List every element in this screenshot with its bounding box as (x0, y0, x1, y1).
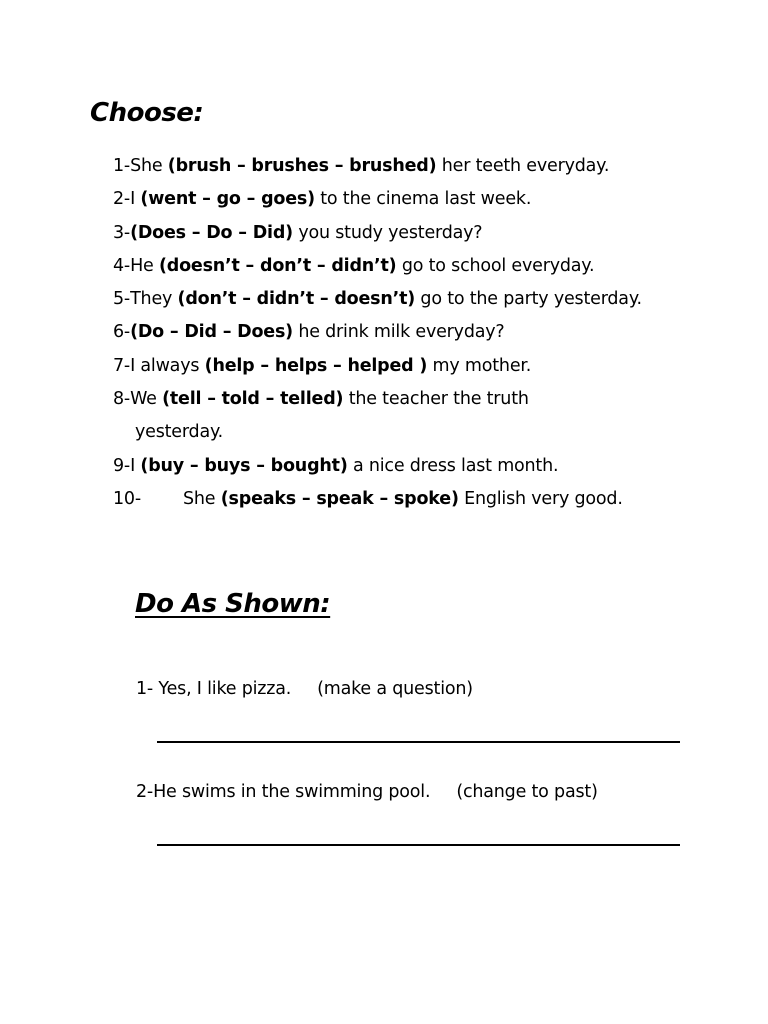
item-sentence: Yes, I like pizza. (153, 679, 292, 699)
question-text-after: to the cinema last week. (314, 189, 532, 210)
question-1 (113, 150, 733, 183)
question-text-after: the teacher the truth (343, 389, 529, 410)
question-6 (113, 316, 733, 349)
question-text-after: go to the party yesterday. (415, 289, 642, 310)
do-as-shown-heading: Do As Shown: (135, 589, 331, 619)
question-text-after: my mother. (427, 355, 532, 376)
question-options: (speaks – speak – spoke) (220, 488, 459, 509)
question-text-before: She (183, 488, 221, 509)
answer-line[interactable] (157, 844, 680, 846)
question-2 (113, 183, 733, 216)
question-options: (doesn’t – don’t – didn’t) (158, 255, 397, 276)
question-5 (113, 283, 733, 316)
question-text-after: English very good. (458, 488, 623, 509)
question-7 (113, 350, 733, 383)
choose-heading: Choose: (90, 98, 204, 128)
question-options: (brush – brushes – brushed) (167, 156, 437, 176)
question-text-before: She (130, 156, 168, 176)
question-continuation: yesterday. (135, 422, 224, 443)
question-text-before: I (130, 189, 141, 210)
question-text-after: go to school everyday. (396, 255, 595, 276)
question-number: 2- (113, 189, 131, 210)
item-instruction: (change to past) (456, 782, 598, 802)
answer-line[interactable] (157, 741, 680, 743)
question-number: 6- (113, 322, 131, 343)
question-text-before: He (130, 255, 159, 276)
question-options: (went – go – goes) (140, 189, 315, 210)
question-text-after: you study yesterday? (292, 222, 483, 243)
question-options: (help – helps – helped ) (204, 355, 428, 376)
question-options: (don’t – didn’t – doesn’t) (177, 289, 416, 310)
question-number: 10- (113, 488, 141, 509)
question-9 (113, 450, 733, 483)
item-sentence: He swims in the swimming pool. (153, 782, 431, 802)
question-text-before: I (130, 455, 141, 476)
question-text-after: he drink milk everyday? (292, 322, 505, 343)
question-4 (113, 250, 733, 283)
do-as-shown-item-2 (136, 780, 598, 804)
question-3 (113, 217, 733, 250)
question-8 (113, 383, 733, 450)
question-number: 4- (113, 255, 131, 276)
question-number: 5- (113, 289, 131, 310)
item-number: 1- (136, 679, 154, 699)
question-text-before: I always (130, 355, 205, 376)
question-10 (113, 483, 733, 516)
question-options: (Does – Do – Did) (130, 222, 293, 243)
question-text-after: her teeth everyday. (436, 156, 610, 176)
question-number: 9- (113, 455, 131, 476)
item-instruction: (make a question) (317, 679, 473, 699)
do-as-shown-item-1 (136, 677, 473, 701)
question-number: 1- (113, 156, 131, 176)
question-number: 3- (113, 222, 131, 243)
question-text-before: They (130, 289, 178, 310)
item-number: 2- (136, 782, 154, 802)
question-text-after: a nice dress last month. (347, 455, 559, 476)
choose-question-list (113, 150, 733, 516)
question-text-before: We (130, 389, 163, 410)
question-options: (buy – buys – bought) (140, 455, 348, 476)
question-options: (Do – Did – Does) (130, 322, 293, 343)
question-number: 8- (113, 389, 131, 410)
question-options: (tell – told – telled) (162, 389, 344, 410)
question-number: 7- (113, 355, 131, 376)
